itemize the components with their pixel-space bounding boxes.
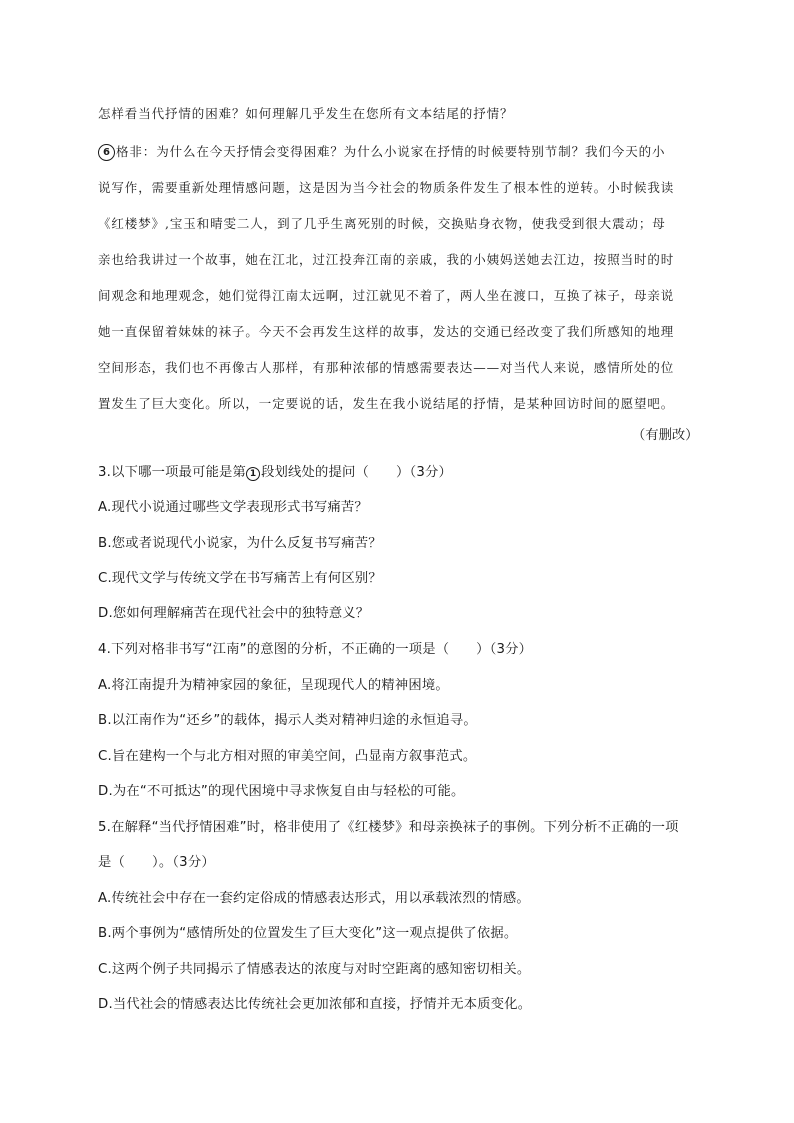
option-d[interactable]: D.为在“不可抵达”的现代困境中寻求恢复自由与轻松的可能。	[98, 784, 465, 799]
question-stem: 5.在解释“当代抒情困难”时，格非使用了《红楼梦》和母亲换袜子的事例。下列分析不正确的一项	[98, 820, 679, 835]
question-stem: 是（ ）。（3分）	[98, 855, 215, 870]
option-c[interactable]: C.现代文学与传统文学在书写痛苦上有何区别？	[98, 571, 382, 586]
option-c[interactable]: C.旨在建构一个与北方相对照的审美空间，凸显南方叙事范式。	[98, 749, 477, 764]
passage-line-text: 格非：为什么在今天抒情会变得困难？为什么小说家在抒情的时候要特别节制？我们今天的小	[116, 144, 666, 159]
source-note: （有删改）	[632, 428, 699, 443]
passage-line: 怎样看当代抒情的困难？如何理解几乎发生在您所有文本结尾的抒情？	[98, 106, 514, 121]
stem-text: 段划线处的提问（ ）（3分）	[261, 465, 453, 480]
passage-line: 空间形态，我们也不再像古人那样，有那种浓郁的情感需要表达——对当代人来说，感情所处的位	[98, 360, 675, 375]
option-b[interactable]: B.您或者说现代小说家，为什么反复书写痛苦？	[98, 536, 382, 551]
paragraph-marker-circled-number: 1	[246, 467, 260, 481]
passage-line: 说写作，需要重新处理情感问题，这是因为当今社会的物质条件发生了根本性的逆转。小时候我读	[98, 180, 675, 195]
stem-text: 3.以下哪一项最可能是第	[98, 465, 247, 480]
option-b[interactable]: B.两个事例为“感情所处的位置发生了巨大变化”这一观点提供了依据。	[98, 926, 518, 941]
option-d[interactable]: D.您如何理解痛苦在现代社会中的独特意义？	[98, 606, 370, 621]
passage-line: 《红楼梦》,宝玉和晴雯二人，到了几乎生离死别的时候，交换贴身衣物，使我受到很大震动；母	[98, 216, 666, 231]
passage-line: 亲也给我讲过一个故事，她在江北，过江投奔江南的亲戚，我的小姨妈送她去江边，按照当时的时	[98, 252, 675, 267]
passage-line: 她一直保留着妹妹的袜子。今天不会再发生这样的故事，发达的交通已经改变了我们所感知的地理	[98, 324, 675, 339]
option-a[interactable]: A.现代小说通过哪些文学表现形式书写痛苦？	[98, 500, 368, 515]
question-stem: 4.下列对格非书写“江南”的意图的分析，不正确的一项是（ ）（3分）	[98, 642, 533, 657]
question-stem	[98, 464, 708, 482]
option-d[interactable]: D.当代社会的情感表达比传统社会更加浓郁和直接，抒情并无本质变化。	[98, 997, 532, 1012]
option-c[interactable]: C.这两个例子共同揭示了情感表达的浓度与对时空距离的感知密切相关。	[98, 962, 531, 977]
passage-line: 置发生了巨大变化。所以，一定要说的话，发生在我小说结尾的抒情，是某种回访时间的愿望吧。	[98, 396, 675, 411]
passage-line	[98, 143, 708, 161]
option-b[interactable]: B.以江南作为“还乡”的载体，揭示人类对精神归途的永恒追寻。	[98, 713, 477, 728]
passage-line: 间观念和地理观念，她们觉得江南太远啊，过江就见不着了，两人坐在渡口，互换了袜子，母亲说	[98, 288, 675, 303]
option-a[interactable]: A.将江南提升为精神家园的象征，呈现现代人的精神困境。	[98, 678, 449, 693]
option-a[interactable]: A.传统社会中存在一套约定俗成的情感表达形式，用以承载浓烈的情感。	[98, 891, 530, 906]
paragraph-marker-circled-number: 6	[98, 144, 115, 161]
